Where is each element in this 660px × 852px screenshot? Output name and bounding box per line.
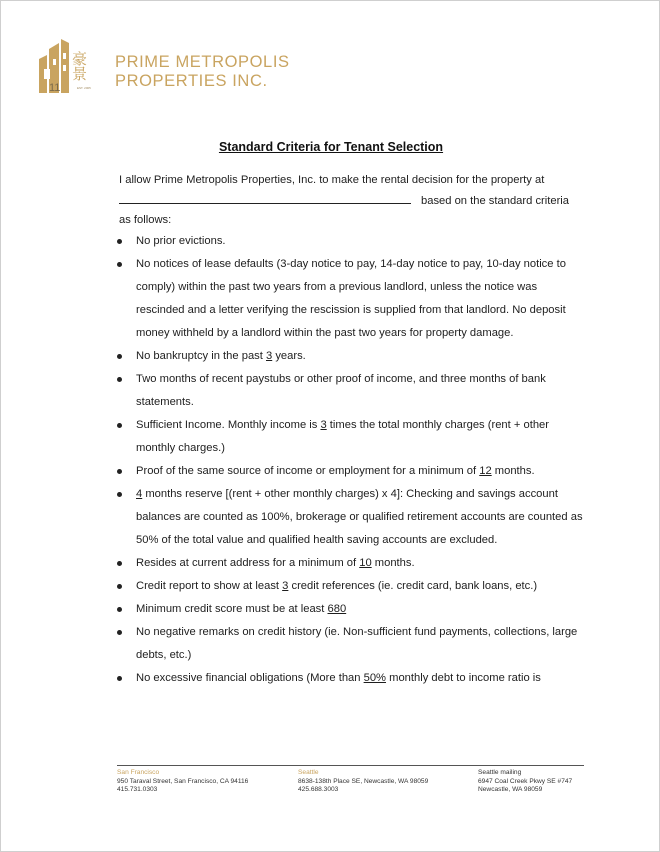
criteria-text: No negative remarks on credit history (ie. Non-sufficient fund payments, collections, large debts, etc.) bbox=[136, 626, 578, 661]
footer-city: Seattle mailing bbox=[478, 769, 522, 776]
criteria-text-end: months reserve [(rent + other monthly charges) x 4]: Checking and savings account balances are counted as 100%, brokerage or qualified retirement accounts are counted as 50% of the total value and qualified health saving accounts are excluded. bbox=[136, 488, 583, 546]
intro-line2: based on the standard criteria bbox=[421, 195, 570, 207]
criteria-text: Two months of recent paystubs or other proof of income, and three months of bank statements. bbox=[136, 373, 546, 408]
criteria-list bbox=[113, 230, 587, 690]
footer-office-sf bbox=[117, 769, 248, 795]
criteria-text-end: credit references (ie. credit card, bank loans, etc.) bbox=[288, 580, 538, 592]
criteria-text: Credit report to show at least bbox=[136, 580, 283, 592]
footer-address: 6947 Coal Creek Pkwy SE #747 bbox=[478, 777, 573, 785]
criteria-text: No excessive financial obligations (More than bbox=[136, 672, 364, 684]
footer-address-city: Newcastle, WA 98059 bbox=[478, 786, 543, 793]
criteria-item bbox=[113, 575, 587, 598]
criteria-item bbox=[113, 667, 587, 690]
intro-line1: I allow Prime Metropolis Properties, Inc. to make the rental decision for the property at bbox=[119, 174, 545, 186]
criteria-item bbox=[113, 460, 587, 483]
footer-city: San Francisco bbox=[117, 769, 160, 776]
criteria-item bbox=[113, 253, 587, 345]
criteria-item bbox=[113, 345, 587, 368]
criteria-item bbox=[113, 368, 587, 414]
criteria-text: Proof of the same source of income or employment for a minimum of bbox=[136, 465, 480, 477]
criteria-text: Minimum credit score must be at least bbox=[136, 603, 328, 615]
criteria-text-end: times the total monthly charges (rent + other monthly charges.) bbox=[136, 419, 550, 454]
footer-phone: 415.731.0303 bbox=[117, 786, 158, 793]
page-title: Standard Criteria for Tenant Selection bbox=[218, 140, 444, 154]
criteria-text-end: years. bbox=[272, 350, 306, 362]
footer-city: Seattle bbox=[298, 769, 319, 776]
criteria-value: 3 bbox=[265, 350, 273, 362]
footer-divider bbox=[117, 765, 584, 766]
criteria-value: 10 bbox=[359, 557, 372, 569]
criteria-value: 680 bbox=[327, 603, 347, 615]
criteria-item bbox=[113, 621, 587, 667]
criteria-text: No bankruptcy in the past bbox=[136, 350, 266, 362]
intro-line3: as follows: bbox=[119, 214, 172, 226]
criteria-value: 50% bbox=[363, 672, 387, 684]
criteria-text-end: months. bbox=[491, 465, 535, 477]
criteria-item bbox=[113, 483, 587, 552]
logo-year: EST. 2005 bbox=[77, 86, 91, 90]
criteria-value: 3 bbox=[320, 419, 327, 431]
criteria-item bbox=[113, 598, 587, 621]
criteria-text: No prior evictions. bbox=[136, 235, 226, 247]
intro-paragraph bbox=[119, 171, 589, 230]
criteria-text: Sufficient Income. Monthly income is bbox=[136, 419, 321, 431]
criteria-text-end: months. bbox=[371, 557, 415, 569]
footer-phone: 425.688.3003 bbox=[298, 786, 339, 793]
criteria-value: 12 bbox=[479, 465, 492, 477]
criteria-item bbox=[113, 414, 587, 460]
criteria-item bbox=[113, 552, 587, 575]
logo-chinese-char-1: 豪景 bbox=[70, 51, 88, 81]
criteria-text-end: monthly debt to income ratio is bbox=[386, 672, 541, 684]
company-name-line1: PRIME METROPOLIS bbox=[115, 53, 290, 71]
footer-office-seattle bbox=[298, 769, 428, 795]
logo-monogram: 11 bbox=[49, 82, 61, 94]
criteria-text: No notices of lease defaults (3-day notice to pay, 14-day notice to pay, 10-day notice to comply) within the past two years from a previous landlord, unless the notice was rescinded and a letter verifying the rescission is supplied from that landlord. No deposit money withheld by a landlord within the past two years for property damage. bbox=[136, 258, 566, 339]
criteria-text: Resides at current address for a minimum of bbox=[136, 557, 360, 569]
building-logo-icon bbox=[35, 29, 115, 95]
company-name bbox=[115, 53, 290, 91]
criteria-item bbox=[113, 230, 587, 253]
company-logo bbox=[35, 29, 295, 99]
footer-office-seattle-mailing bbox=[478, 769, 572, 795]
property-address-blank[interactable] bbox=[119, 190, 411, 204]
company-name-line2: PROPERTIES INC. bbox=[115, 72, 268, 90]
footer-address: 950 Taraval Street, San Francisco, CA 94116 bbox=[117, 777, 249, 785]
criteria-value: 3 bbox=[282, 580, 289, 592]
criteria-value: 4 bbox=[136, 488, 143, 500]
footer-address: 8638-138th Place SE, Newcastle, WA 98059 bbox=[298, 777, 429, 785]
